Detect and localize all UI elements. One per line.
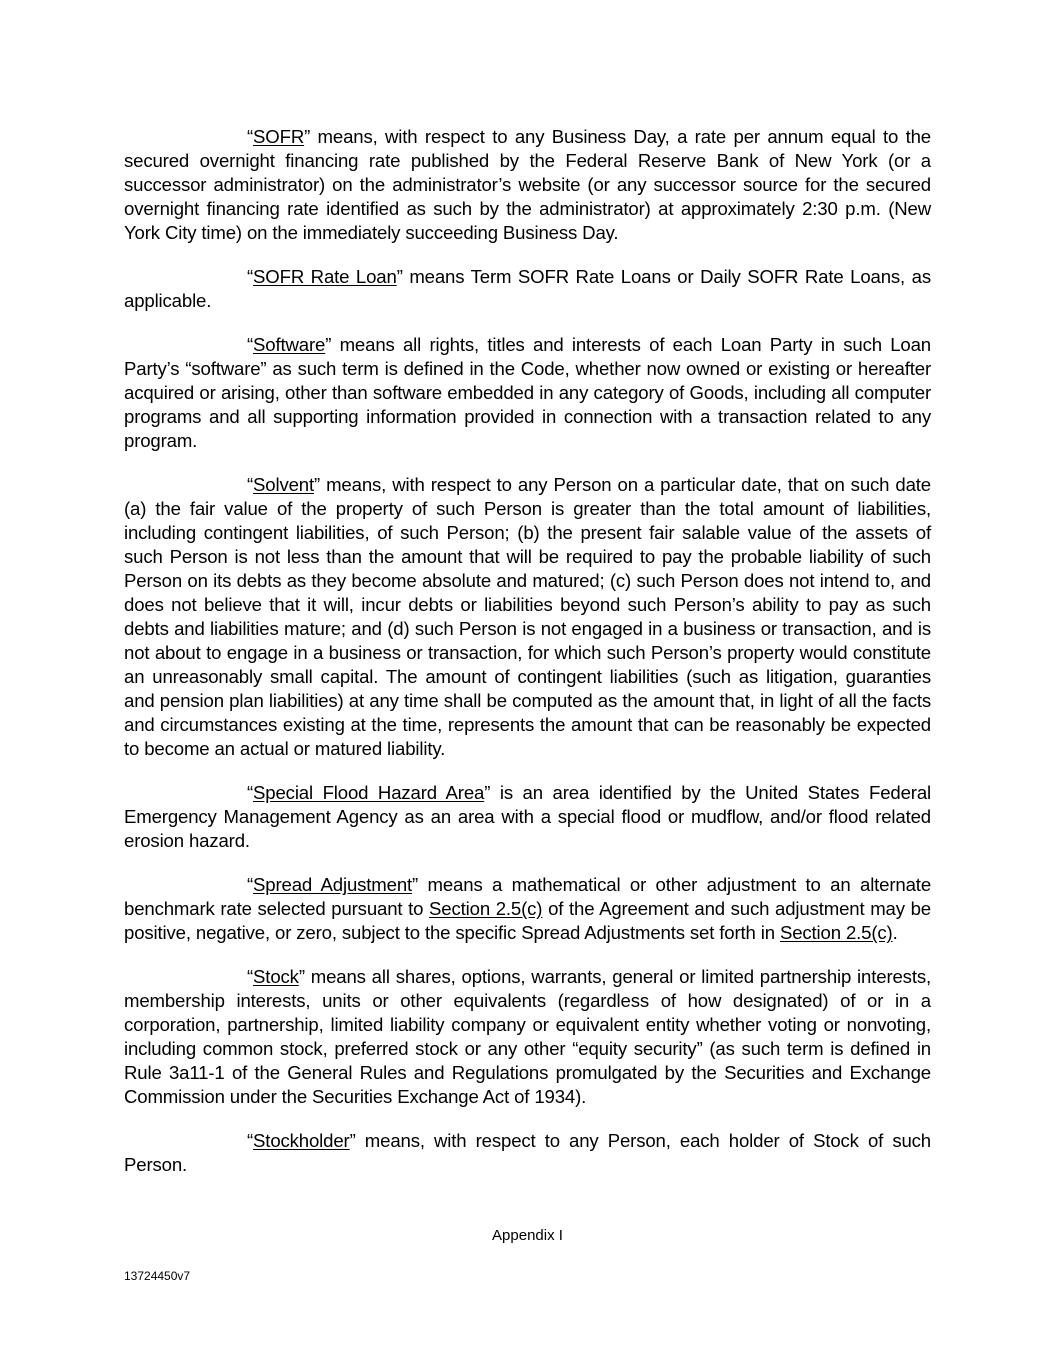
defined-term: Software bbox=[253, 334, 326, 355]
open-quote: “ bbox=[247, 126, 254, 147]
defined-term: Special Flood Hazard Area bbox=[253, 782, 485, 803]
defined-term: Stockholder bbox=[253, 1130, 350, 1151]
defined-term: SOFR Rate Loan bbox=[253, 266, 397, 287]
defined-term: Spread Adjustment bbox=[253, 874, 413, 895]
section-reference: Section 2.5(c) bbox=[779, 922, 893, 943]
open-quote: “ bbox=[247, 1130, 254, 1151]
defined-term: Stock bbox=[253, 966, 299, 987]
definition-sofr-rate-loan bbox=[124, 265, 931, 313]
open-quote: “ bbox=[247, 874, 254, 895]
definition-special-flood-hazard-area bbox=[124, 781, 931, 853]
definition-text: ” is an area identified by the United States Federal Emergency Management Agency as an area with a special flood or mudflow, and/or flood related erosion hazard. bbox=[124, 782, 931, 851]
definition-text: ” means, with respect to any Business Day, a rate per annum equal to the secured overnight financing rate published by the Federal Reserve Bank of New York (or a successor administrator) on the administrator’s website (or any successor source for the secured overnight financing rate identified as such by the administrator) at approximately 2:30 p.m. (New York City time) on the immediately succeeding Business Day. bbox=[124, 126, 931, 243]
definition-text: ” means all rights, titles and interests of each Loan Party in such Loan Party’s “software” as such term is defined in the Code, whether now owned or existing or hereafter acquired or arising, other than software embedded in any category of Goods, including all computer programs and all supporting information provided in connection with a transaction related to any program. bbox=[124, 334, 931, 451]
document-id: 13724450v7 bbox=[124, 1269, 191, 1283]
open-quote: “ bbox=[247, 266, 254, 287]
definition-sofr bbox=[124, 125, 931, 245]
definition-stockholder bbox=[124, 1129, 931, 1177]
document-body bbox=[124, 125, 931, 1177]
definition-text: ” means Term SOFR Rate Loans or Daily SOFR Rate Loans, as applicable. bbox=[124, 266, 931, 311]
definition-text: ” means all shares, options, warrants, general or limited partnership interests, membership interests, units or other equivalents (regardless of how designated) of or in a corporation, partnership, limited liability company or equivalent entity whether voting or nonvoting, including common stock, preferred stock or any other “equity security” (as such term is defined in Rule 3a11-1 of the General Rules and Regulations promulgated by the Securities and Exchange Commission under the Securities Exchange Act of 1934). bbox=[124, 966, 931, 1107]
defined-term: SOFR bbox=[253, 126, 305, 147]
definition-software bbox=[124, 333, 931, 453]
definition-text: . bbox=[892, 922, 898, 943]
page-footer-label: Appendix I bbox=[492, 1227, 563, 1244]
defined-term: Solvent bbox=[253, 474, 315, 495]
open-quote: “ bbox=[247, 474, 254, 495]
definition-text: ” means, with respect to any Person, each holder of Stock of such Person. bbox=[124, 1130, 931, 1175]
open-quote: “ bbox=[247, 334, 254, 355]
definition-stock bbox=[124, 965, 931, 1109]
definition-spread-adjustment bbox=[124, 873, 931, 945]
open-quote: “ bbox=[247, 782, 254, 803]
definition-text: ” means a mathematical or other adjustment to an alternate benchmark rate selected pursuant to bbox=[124, 874, 932, 919]
definition-text: ” means, with respect to any Person on a particular date, that on such date (a) the fair value of the property of such Person is greater than the total amount of liabilities, including contingent liabilities, of such Person; (b) the present fair salable value of the assets of such Person is not less than the amount that will be required to pay the probable liability of such Person on its debts as they become absolute and matured; (c) such Person does not intend to, and does not believe that it will, incur debts or liabilities beyond such Person’s ability to pay as such debts and liabilities mature; and (d) such Person is not engaged in a business or transaction, and is not about to engage in a business or transaction, for which such Person’s property would constitute an unreasonably small capital. The amount of contingent liabilities (such as litigation, guaranties and pension plan liabilities) at any time shall be computed as the amount that, in light of all the facts and circumstances existing at the time, represents the amount that can be reasonably be expected to become an actual or matured liability. bbox=[124, 474, 931, 759]
definition-text: of the Agreement and such adjustment may be positive, negative, or zero, subject to the specific Spread Adjustments set forth in bbox=[124, 898, 931, 943]
definition-solvent bbox=[124, 473, 931, 761]
open-quote: “ bbox=[247, 966, 254, 987]
section-reference: Section 2.5(c) bbox=[429, 898, 543, 919]
